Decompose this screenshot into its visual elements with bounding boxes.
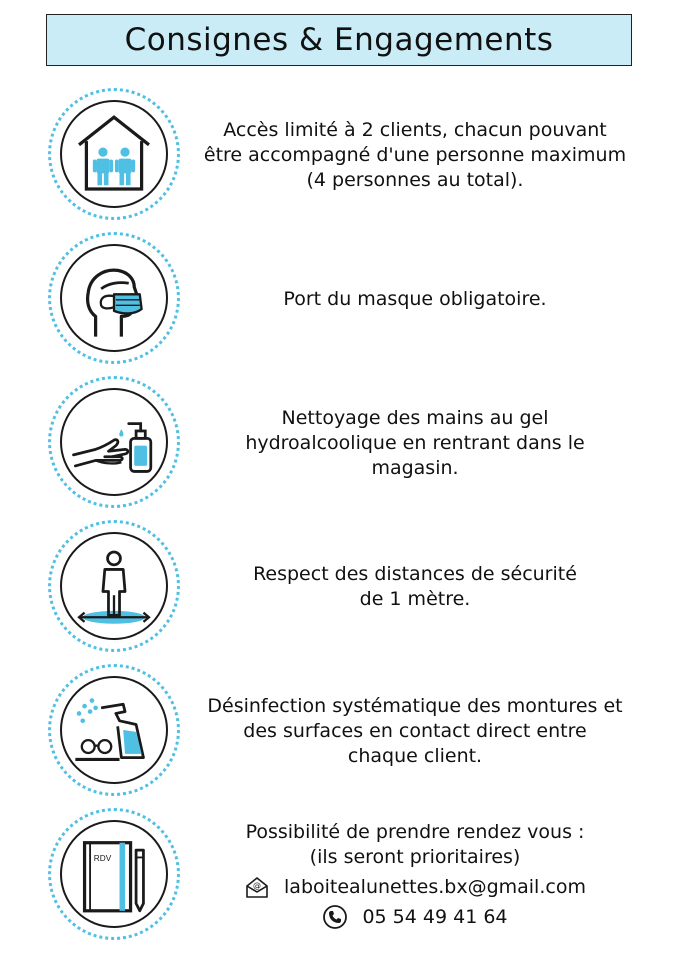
email-icon xyxy=(244,874,270,900)
rule-row-access xyxy=(0,80,679,230)
rule-text xyxy=(200,368,630,518)
rule-line: Port du masque obligatoire. xyxy=(283,287,547,310)
icon-ring xyxy=(48,232,180,364)
title-banner xyxy=(46,14,632,66)
face-mask-icon xyxy=(60,244,168,352)
rule-line: Respect des distances de sécurité xyxy=(253,563,577,585)
rule-line: des surfaces en contact direct entre xyxy=(243,719,587,742)
rule-line: chaque client. xyxy=(347,744,483,767)
rule-text xyxy=(200,656,630,806)
phone-link[interactable]: 05 54 49 41 64 xyxy=(362,905,508,928)
rule-text xyxy=(200,512,630,662)
icon-ring xyxy=(48,88,180,220)
rule-line: Accès limité à 2 clients, chacun pouvant xyxy=(223,118,607,141)
appointment-book-icon xyxy=(60,820,168,928)
svg-text:@: @ xyxy=(253,881,262,890)
rule-text xyxy=(200,80,630,230)
rule-line: de 1 mètre. xyxy=(359,588,471,610)
rule-row-appointment xyxy=(0,800,679,950)
icon-ring xyxy=(48,808,180,940)
email-link[interactable]: laboitealunettes.bx@gmail.com xyxy=(284,875,586,898)
rule-line: (4 personnes au total). xyxy=(306,168,524,191)
rule-row-mask xyxy=(0,224,679,374)
rule-row-disinfection xyxy=(0,656,679,806)
disinfection-spray-icon xyxy=(60,676,168,784)
page-title: Consignes & Engagements xyxy=(124,22,554,58)
rule-line: hydroalcoolique en rentrant dans le xyxy=(245,431,585,454)
rule-line: Possibilité de prendre rendez vous : xyxy=(245,821,585,843)
email-contact xyxy=(244,874,586,900)
hand-sanitizer-icon xyxy=(60,388,168,496)
icon-ring xyxy=(48,520,180,652)
icon-ring xyxy=(48,376,180,508)
house-people-icon xyxy=(60,100,168,208)
social-distance-icon xyxy=(60,532,168,640)
book-label: RDV xyxy=(93,854,112,864)
rule-line: Nettoyage des mains au gel xyxy=(281,406,549,429)
phone-contact xyxy=(322,904,507,930)
rule-line: être accompagné d'une personne maximum xyxy=(203,143,627,166)
rule-text xyxy=(200,800,630,950)
rule-line: (ils seront prioritaires) xyxy=(309,846,521,868)
phone-icon xyxy=(322,904,348,930)
rule-text xyxy=(200,224,630,374)
rule-line: magasin. xyxy=(371,456,459,479)
rule-row-hands xyxy=(0,368,679,518)
rule-line: Désinfection systématique des montures et xyxy=(207,694,623,717)
rule-row-distance xyxy=(0,512,679,662)
icon-ring xyxy=(48,664,180,796)
